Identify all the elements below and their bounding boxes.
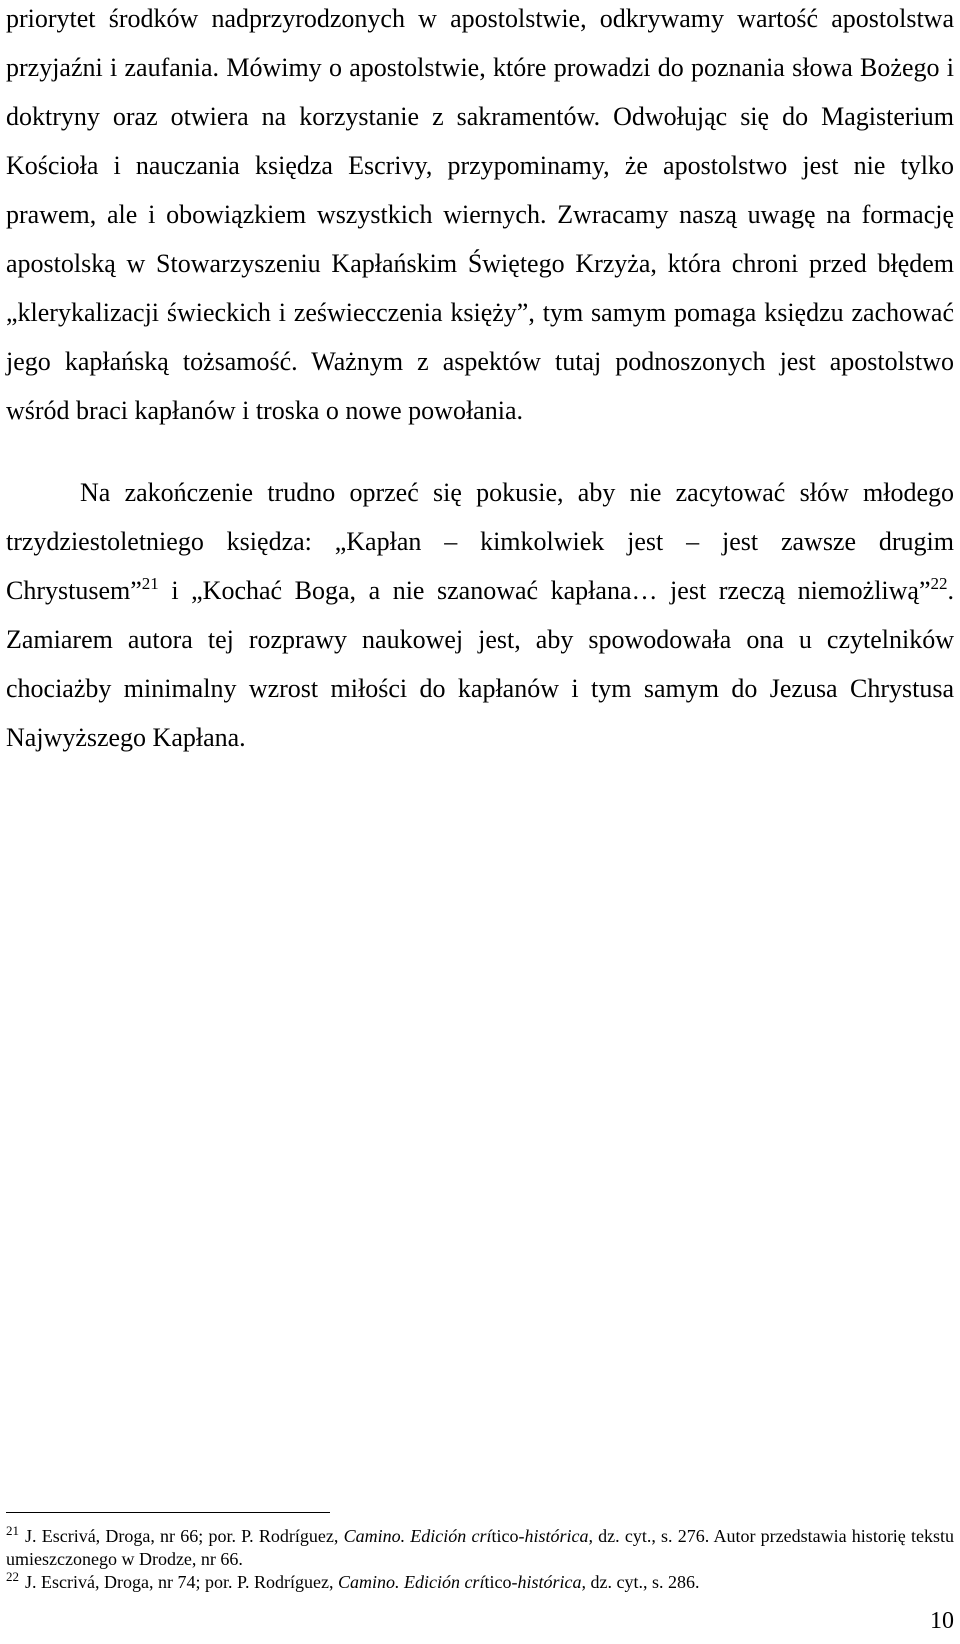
paragraph-1-text: priorytet środków nadprzyrodzonych w apostolstwie, odkrywamy wartość apostolstwa przyjaźni i zaufania. Mówimy o apostolstwie, które prowadzi do poznania słowa Bożego i doktryny oraz otwiera na korzystanie z sakramentów. Odwołując się do Magisterium Kościoła i nauczania księdza Escrivy, przypominamy, że apostolstwo jest nie tylko prawem, ale i obowiązkiem wszystkich wiernych. Zwracamy naszą uwagę na formację apostolską w Stowarzyszeniu Kapłańskim Świętego Krzyża, która chroni przed błędem „klerykalizacji świeckich i zeświecczenia księży”, tym samym pomaga księdzu zachować jego kapłańską tożsamość. Ważnym z aspektów tutaj podnoszonych jest apostolstwo wśród braci kapłanów i troska o nowe powołania.	[6, 4, 954, 425]
footnotes	[6, 1525, 954, 1594]
footnote-21	[6, 1525, 954, 1571]
footnote-text: dz. cyt., s. 286.	[585, 1572, 700, 1592]
main-text	[6, 0, 954, 762]
footnote-title-italic: Camino. Edición crí	[337, 1572, 485, 1592]
footnote-title-italic: histórica,	[517, 1572, 586, 1592]
paragraph-1	[6, 0, 954, 435]
footnote-title-italic: histórica,	[524, 1526, 593, 1546]
paragraph-2-text-part3: . Zamiarem autora tej rozprawy naukowej jest, aby spowodowała ona u czytelników chociażby minimalny wzrost miłości do kapłanów i tym samym do Jezusa Chrystusa Najwyższego Kapłana.	[6, 576, 954, 752]
footnote-22	[6, 1571, 954, 1594]
page-number: 10	[930, 1608, 954, 1634]
footnote-number: 21	[6, 1523, 19, 1538]
footnote-text: tico-	[491, 1526, 525, 1546]
footnote-ref-21[interactable]: 21	[141, 574, 159, 593]
footnote-number: 22	[6, 1569, 19, 1584]
footnote-text: tico-	[484, 1572, 518, 1592]
paragraph-2-text-part2: i „Kochać Boga, a nie szanować kapłana… jest rzeczą niemożliwą”	[158, 576, 931, 605]
footnote-ref-22[interactable]: 22	[930, 574, 948, 593]
footnote-title-italic: Camino. Edición crí	[343, 1526, 492, 1546]
footnote-text: J. Escrivá, Droga, nr 66; por. P. Rodríguez,	[25, 1526, 344, 1546]
paragraph-2	[6, 468, 954, 762]
footnote-text: dz. cyt., s. 276. Autor przedstawia historię tekstu umieszczonego w Drodze, nr 66.	[6, 1526, 954, 1569]
footnote-text: J. Escrivá, Droga, nr 74; por. P. Rodríguez,	[25, 1572, 338, 1592]
paragraph-2-text-part1: Na zakończenie trudno oprzeć się pokusie, aby nie zacytować słów młodego trzydziestoletniego księdza: „Kapłan – kimkolwiek jest – jest zawsze drugim Chrystusem”	[6, 478, 954, 605]
footnote-separator	[6, 1512, 330, 1513]
